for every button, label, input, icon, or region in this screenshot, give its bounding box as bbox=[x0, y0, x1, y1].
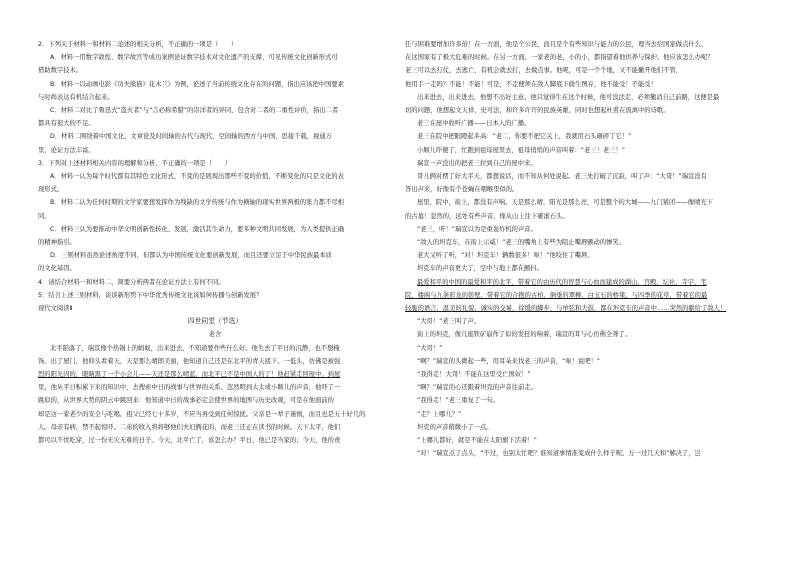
option-2a: A．材料一用数字敦煌、数字故宫等成功案例论证数字技术对文化遗产的支撑，可见传统文化创新形式可 bbox=[50, 54, 338, 62]
passage-line-underlined: 最爱和平的中国的最爱和平的北平，带着它的由历代的智慧与心血而建成的湖山，宫殿，坛社，寺宇，宅 bbox=[417, 278, 707, 286]
passage-line: 街上的坦克，像几座铁矿崩作了似的发狂的响着，瑞宣的耳与心仿佛全聋了。 bbox=[417, 331, 632, 339]
passage-line-underlined: 院，楼阁与九条彩龙的影壁，带着它的合抱的古柏，倒垂的翠柳，白玉石的桥梁，与四季的花草，带着它的最 bbox=[405, 291, 708, 299]
option-2d: D．材料二围绕着中国文化，文章论及时间轴的古代与现代，空间轴的西方与中国，思接千载，视通万 bbox=[50, 133, 332, 141]
passage-line: 的古墓！忽然的，远处有些声音，像从山上往下砸滚石头。 bbox=[405, 212, 569, 220]
option-3a-cont: 现形式。 bbox=[38, 186, 64, 194]
passage-line: 跳似的，从世界大势的阴云中跳回来：他知道中日的战事必定会使世界的地图与历史改观，可是在他面前的 bbox=[38, 397, 334, 405]
question-5: 5．结合上述三则材料，谈谈新形势下中华优秀传统文化该如何传播与创新发展？ bbox=[38, 291, 263, 299]
option-3c-cont: 的精神指引。 bbox=[38, 239, 76, 247]
passage-line: “大哥！”老三叫了声。 bbox=[417, 318, 481, 326]
left-column bbox=[38, 38, 392, 447]
passage-line: “老三，听！”瑞宣以为是重轰炸机的声音。 bbox=[417, 225, 537, 233]
passage-line: “上哪儿都好，就是不能在太阳旗下活着！” bbox=[417, 437, 537, 445]
passage-line: 烈的阳光闪的，眼睛黑了一个小会儿——天还是那么晴蓝，而北平已不是中国人的了！他赶紧走回屋中。到屋 bbox=[38, 371, 341, 379]
option-2b: B．材料一以动画电影《功夫熊猫》花木兰》为例，论述了当前传统文化存在的问题，指出应该把中国要素 bbox=[50, 80, 344, 88]
passage-line: “我得走！大哥！不能在这里受亡国奴！” bbox=[417, 371, 531, 379]
option-2d-cont: 里，论证方法丰富。 bbox=[38, 146, 95, 154]
passage-line: 屋里，院中，街上，都没有声响。天是那么晴，阳光是那么亮，可是整个的大城——九门紧闭——像晴光下 bbox=[417, 199, 713, 207]
option-2c-cont: 都具有很大的不足。 bbox=[38, 120, 95, 128]
passage-line: “啊？”瑞宣的心还跟着坦克的声音往前走。 bbox=[417, 384, 537, 392]
passage-line: 老三在院中把眼瞪起多高：“老二，你要不把它关上，我就用石头砸碎了它！” bbox=[417, 133, 632, 141]
passage-line: 切的问题，他想起文天祥、史可法，和许多许许的民族英雄，同时也想起杜甫在流离中的诗歌。 bbox=[405, 107, 670, 115]
option-3b-cont: 同。 bbox=[38, 212, 51, 220]
passage-line: “对！”瑞宣点了点头，“不过，也别太忙吧？谁知道事情准变成什么样子呢。万一过几天和”解决了，岂 bbox=[417, 450, 701, 458]
passage-line-underlined: 轻脆的语言，温美的礼貌，诚实的交易，徐缓的脚步，与单弦和大鼓，都在坦克车的声音中……突然的献给了敌人！ bbox=[405, 305, 727, 313]
option-3d: D．三则材料虽然论述角度不同，但都认为中国传统文化要创新发展，而且还要立足于中华民族最本质 bbox=[50, 252, 332, 260]
passage-line: 瑞宣一声没出的把老三拉到自己的屋中来。 bbox=[417, 159, 537, 167]
passage-line: 在这国家有了极大危难的时候。在另一方面，一家老的老，小的小，都指望着他供养与保护。他应该怎么办呢？ bbox=[405, 54, 714, 62]
passage-line: 小顺儿吓傻了，忙跑到祖母屋里去，祖母悄悄的声音叫着：“老三！老三！” bbox=[417, 146, 626, 154]
question-3: 3．下列对上述材料相关内容的理解和分析，不正确的一项是（ ） bbox=[38, 159, 231, 167]
passage-line: 人。母亲有病，禁不起惊吓。二弟的收入将将够他们夫妇俩花的，而老三还正在读书的时候。天下太平，他们 bbox=[38, 423, 341, 431]
option-3a: A．材料一认为每个时代都有其特色文化形式，不变的是展现出那些不变的价值，不断变化的只是文化的表 bbox=[50, 173, 344, 181]
passage-line: 里，他从平日积累下来的知识中，去搜索中日的战事与世界的关系。忽然明到太太或小顺儿的声音，他吓了一 bbox=[38, 384, 341, 392]
question-4: 4．请结合材料一和材料二，简要分析两者在论证方法上有何不同。 bbox=[38, 278, 225, 286]
passage-line: 饰。出了屋门，他仰头看着天，天是那么晴朗美丽，他知道自己还是在北平的青天底下。一低头，仿佛是被强 bbox=[38, 357, 341, 365]
passage-line: 他用手一走吗？不能！不能！可是，不走便须在敌人脚底下偷生图存，他不能受！不能受！ bbox=[405, 80, 657, 88]
option-3c: C．材料三认为要推动中华文明创新性转化、发展，激活其生命力，要多种文明共同发展，为人类提供正确 bbox=[50, 225, 345, 233]
passage-line: 都可以不忧吃穿，过一份无灾无难的日子。今天，北平亡了，该怎么办？平日，他已是当家的；今天，他的责 bbox=[38, 437, 341, 445]
passage-line: 却是这一家老少的安全与吃喝。祖父已经七十多岁，不应当再受到任何惊扰。父亲是一辈子谨慎，而且也是五十好几的 bbox=[38, 410, 366, 418]
passage-line: 任与困难要增加许多倍！在一方面，他是个公民，而且是个有些知识与能力的公民，理当去给国家做点什么， bbox=[405, 41, 708, 48]
option-2b-cont: 与时尚表达有机结合起来。 bbox=[38, 93, 114, 101]
section-heading: 现代文阅读Ⅱ bbox=[38, 305, 73, 313]
passage-line: 出来进去，出来进去，他想不出好主意。他只觉得生在这个时候，他可没法走，必须撤消自己前路，这便是最 bbox=[417, 93, 720, 101]
option-2a-cont: 借助数字技术。 bbox=[38, 67, 83, 75]
passage-line: 答出声来，好像有个苍蝇在咽喉里似的。 bbox=[405, 186, 519, 194]
option-3b: B．材料二认为任何时期的文学家要想发挥作为残缺的文学传统与作为横轴的现实世界两极的张力都不尽相 bbox=[50, 199, 344, 207]
passage-author: 老舍 bbox=[208, 331, 222, 339]
passage-line: 老三在屋中收听广播——日本人的广播。 bbox=[417, 120, 531, 128]
passage-line: 老大又听了听，“对！坦克车！辆数很多！呕！”他咬住了嘴唇。 bbox=[417, 252, 594, 260]
passage-line: “大哥！” bbox=[417, 344, 443, 352]
passage-line: “啊？”瑞宣的头微起一些，用耳朵来找老三的声音，“呕！说吧！” bbox=[417, 357, 601, 365]
right-column bbox=[405, 38, 757, 461]
option-2c: C．材料二对比了鲁迅式“盗火者”与“言必称希腊”的崇洋者的异同，包含对二者的二重性评价，指出二者 bbox=[50, 107, 339, 115]
passage-line: “我得走！”老三重复了一句。 bbox=[417, 397, 500, 405]
passage-line: 北平陷落了，瑞宣像个热锅上的蚂蚁，出来进去，不知道要作些什么好。他失去了平日的沉静，也不想掩 bbox=[50, 344, 340, 352]
passage-line: “敌人的坦克车，在街上示威！”老三的嘴角上有些为阻止嘴唇颤动的惨笑。 bbox=[417, 239, 626, 247]
passage-line: 坦克车的声音更大了，空中与地上都在颤抖。 bbox=[417, 265, 543, 273]
option-3d-cont: 的文化基因。 bbox=[38, 265, 76, 273]
passage-line: 哥儿俩对楞了好大半天，都想说话，而不知从何处说起。老三先打破了沉寂，叫了声：“大哥！”瑞宣没有 bbox=[417, 173, 707, 181]
passage-line: “走？上哪儿？” bbox=[417, 410, 462, 418]
question-2: 2．下列关于材料一和材料二论述的相关分析，不正确的一项是（ ） bbox=[38, 41, 238, 48]
passage-title: 四世同堂（节选） bbox=[187, 317, 243, 326]
passage-line: 老三可以去打仗，去逃亡，有机会就去打，去做点事。他呢，可是一个个地，又不能撇开他们不管， bbox=[405, 67, 683, 75]
passage-line: 坦克的声音稍微小了一点。 bbox=[417, 423, 493, 431]
